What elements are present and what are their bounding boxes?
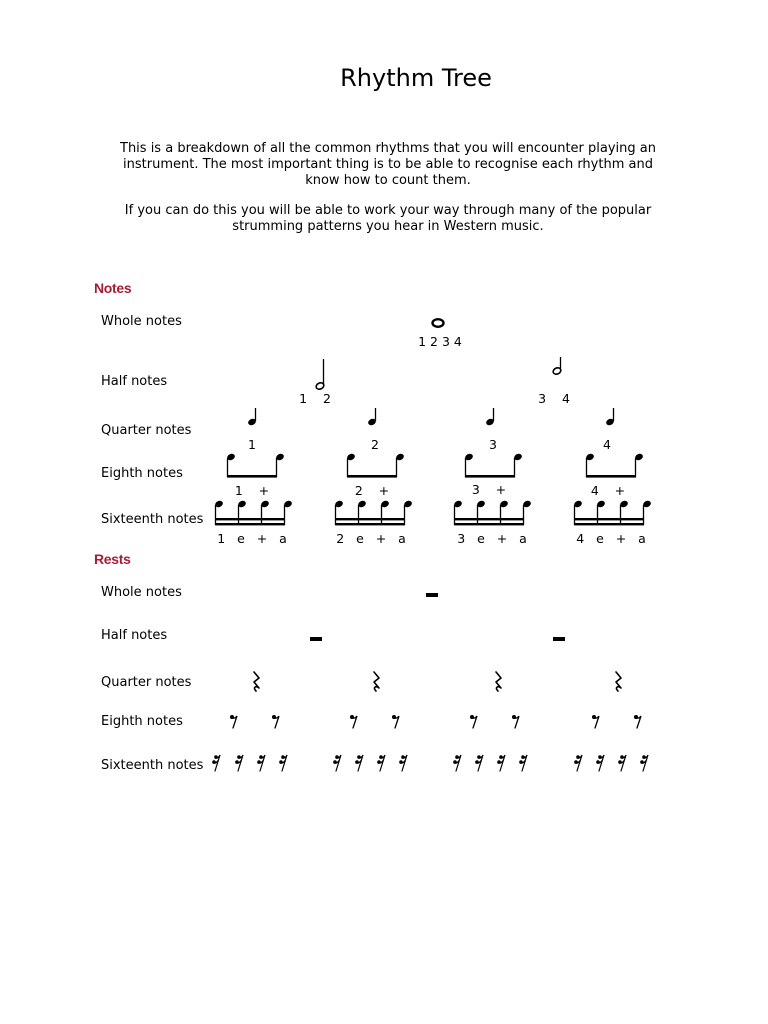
quarter-note-icon — [367, 408, 377, 426]
eighth-note-pair-icon — [226, 453, 285, 478]
sixteenth-rest-icon — [497, 755, 505, 771]
sixteenth-rest-icon — [475, 755, 483, 771]
quarter-rest-icon — [254, 672, 259, 691]
count-label: 4 + — [590, 483, 626, 498]
sixteenth-rest-icon — [333, 755, 341, 771]
sixteenth-rest-icon — [453, 755, 461, 771]
quarter-rest-icon — [374, 672, 379, 691]
sixteenth-rest-icon — [574, 755, 582, 771]
eighth-rest-icon — [272, 715, 279, 728]
eighth-note-pair-icon — [585, 453, 644, 478]
sixteenth-rest-icon — [399, 755, 407, 771]
count-label: 3 e + a — [457, 531, 527, 546]
intro-paragraph: If you can do this you will be able to work your way through many of the popular strumming patterns you hear in Western music. — [124, 203, 652, 234]
count-label: 1 — [248, 437, 256, 452]
intro-paragraph: This is a breakdown of all the common rhythms that you will encounter playing an instrument. The most important thing is to be able to recognise each rhythm and know how to count them. — [120, 141, 656, 188]
row-label-sixteenth-notes: Sixteenth notes — [101, 512, 204, 527]
sixteenth-rest-icon — [279, 755, 287, 771]
half-rest-icon — [310, 637, 322, 641]
count-label: 3 4 — [538, 391, 570, 406]
count-label: 3 + — [471, 482, 507, 497]
row-label-half-rests: Half notes — [101, 628, 168, 643]
quarter-note-icon — [485, 408, 495, 426]
sixteenth-rest-icon — [640, 755, 648, 771]
row-label-half-notes: Half notes — [101, 374, 168, 389]
sixteenth-rest-icon — [257, 755, 265, 771]
count-label: 1 2 3 4 — [418, 334, 462, 349]
eighth-rest-icon — [350, 715, 357, 728]
sixteenth-note-group-icon — [334, 500, 413, 526]
count-label: 4 — [603, 437, 611, 452]
page-title: Rhythm Tree — [340, 64, 492, 92]
eighth-rest-icon — [392, 715, 399, 728]
quarter-rest-icon — [496, 672, 501, 691]
notes-heading: Notes — [94, 280, 132, 296]
sixteenth-rest-icon — [377, 755, 385, 771]
eighth-note-pair-icon — [346, 453, 405, 478]
eighth-note-pair-icon — [464, 453, 523, 478]
half-rest-icon — [553, 637, 565, 641]
sixteenth-rest-icon — [519, 755, 527, 771]
count-label: 1 e + a — [217, 531, 287, 546]
count-label: 2 — [371, 437, 379, 452]
sixteenth-rest-icon — [212, 755, 220, 771]
row-label-quarter-notes: Quarter notes — [101, 423, 192, 438]
sixteenth-note-group-icon — [453, 500, 532, 526]
row-label-whole-notes: Whole notes — [101, 314, 182, 329]
half-note-icon — [315, 359, 325, 390]
sixteenth-rest-icon — [596, 755, 604, 771]
sixteenth-rest-icon — [355, 755, 363, 771]
count-label: 2 + — [354, 483, 390, 498]
row-label-eighth-notes: Eighth notes — [101, 466, 183, 481]
eighth-rest-icon — [592, 715, 599, 728]
row-label-eighth-rests: Eighth notes — [101, 714, 183, 729]
quarter-note-icon — [605, 408, 615, 426]
whole-rest-icon — [426, 593, 438, 597]
whole-note-icon — [433, 319, 444, 327]
row-label-whole-rests: Whole notes — [101, 585, 182, 600]
sixteenth-note-group-icon — [214, 500, 293, 526]
row-label-quarter-rests: Quarter notes — [101, 675, 192, 690]
count-label: 1 2 — [299, 391, 331, 406]
count-label: 2 e + a — [336, 531, 406, 546]
sixteenth-rest-icon — [618, 755, 626, 771]
rests-heading: Rests — [94, 551, 131, 567]
count-label: 4 e + a — [576, 531, 646, 546]
eighth-rest-icon — [634, 715, 641, 728]
eighth-rest-icon — [512, 715, 519, 728]
count-label: 3 — [489, 437, 497, 452]
sixteenth-note-group-icon — [573, 500, 652, 526]
row-label-sixteenth-rests: Sixteenth notes — [101, 758, 204, 773]
sixteenth-rest-icon — [235, 755, 243, 771]
quarter-note-icon — [247, 408, 257, 426]
half-note-icon — [552, 357, 562, 375]
eighth-rest-icon — [470, 715, 477, 728]
quarter-rest-icon — [616, 672, 621, 691]
count-label: 1 + — [234, 483, 270, 498]
eighth-rest-icon — [230, 715, 237, 728]
